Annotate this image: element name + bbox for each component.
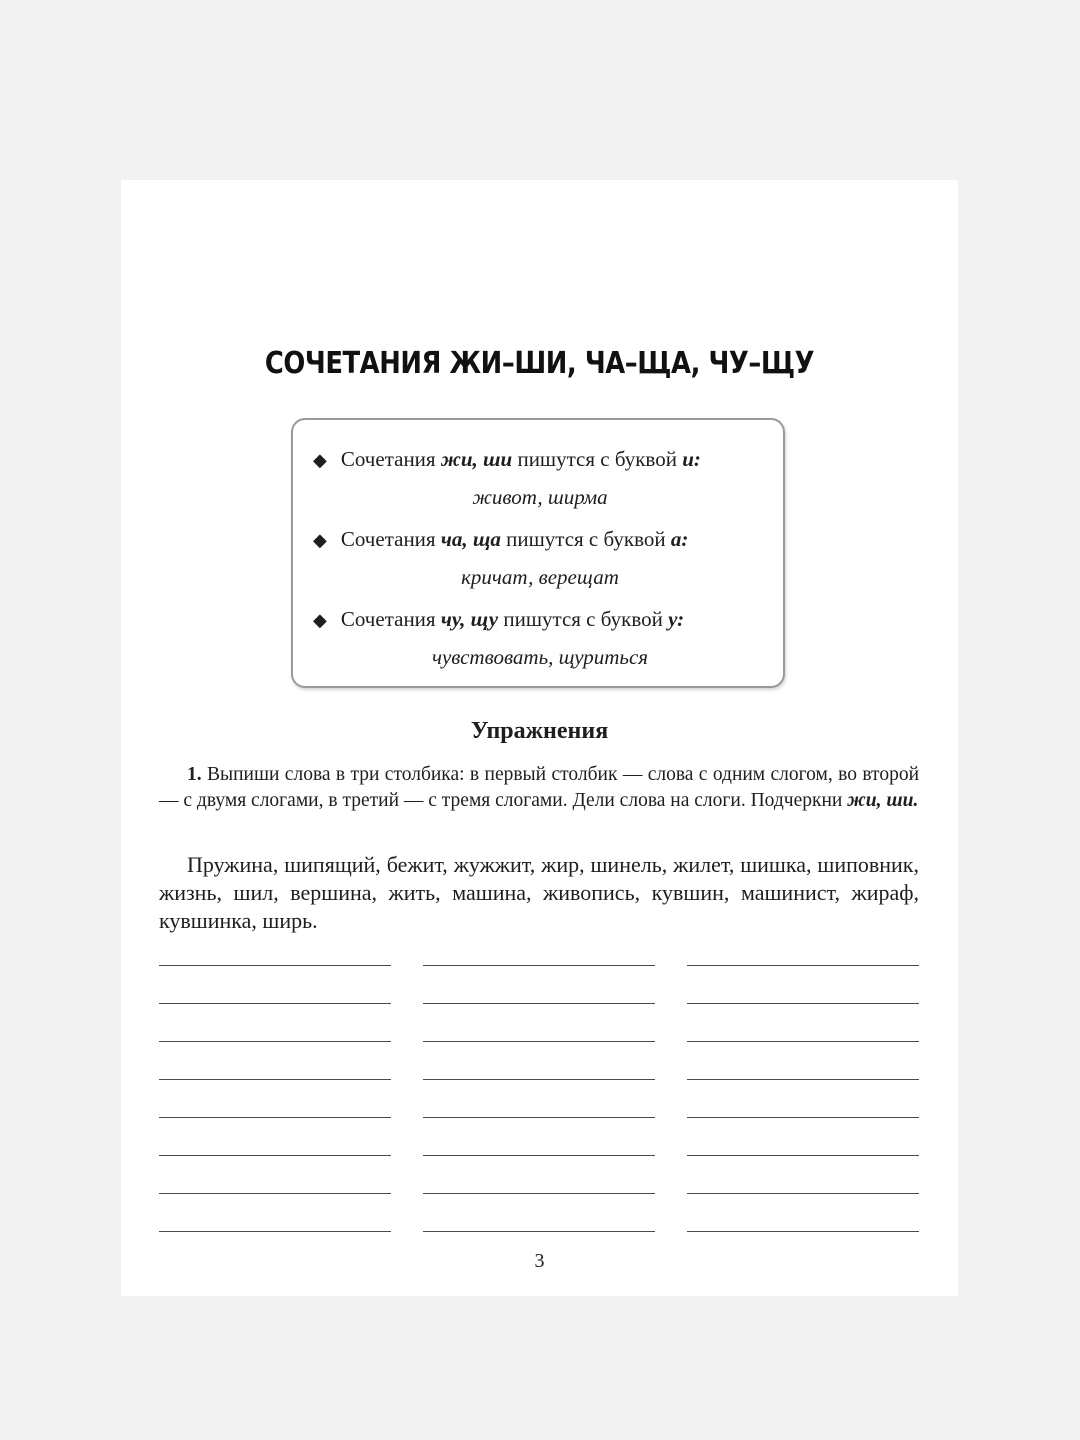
answer-line (687, 1079, 919, 1080)
rule-prefix: Сочетания (340, 447, 436, 471)
diamond-bullet-icon: ◆ (313, 610, 327, 631)
page-title: СОЧЕТАНИЯ ЖИ–ШИ, ЧА–ЩА, ЧУ–ЩУ (264, 346, 815, 381)
answer-line (423, 1193, 655, 1194)
exercise-number: 1. (187, 764, 202, 785)
answer-line (159, 1193, 391, 1194)
rule-vowel: и: (682, 447, 701, 471)
answer-line (687, 965, 919, 966)
answer-line (159, 1155, 391, 1156)
exercise-highlight: жи, ши. (847, 790, 919, 811)
answer-line (687, 1155, 919, 1156)
rule-vowel: а: (670, 527, 689, 551)
answer-line (423, 1155, 655, 1156)
answer-line (687, 1041, 919, 1042)
answer-line (159, 1117, 391, 1118)
exercise-instruction (159, 762, 919, 814)
answer-line (687, 1231, 919, 1232)
diamond-bullet-icon: ◆ (313, 530, 327, 551)
rule-example: чувствовать, щуриться (431, 645, 649, 669)
answer-line (687, 1193, 919, 1194)
rule-vowel: у: (668, 607, 685, 631)
exercise-word-list: Пружина, шипящий, бежит, жужжит, жир, шинель, жилет, шишка, шиповник, жизнь, шил, вершина, жить, машина, живопись, кувшин, машинист, жираф, кувшинка, ширь. (159, 852, 919, 933)
answer-line (687, 1003, 919, 1004)
answer-line (159, 1041, 391, 1042)
diamond-bullet-icon: ◆ (313, 450, 327, 471)
exercises-heading: Упражнения (470, 718, 609, 744)
rule-middle: пишутся с буквой (503, 607, 663, 631)
answer-line (423, 965, 655, 966)
answer-line (159, 1079, 391, 1080)
answer-line (423, 1003, 655, 1004)
answer-line (159, 965, 391, 966)
rule-letters: жи, ши (440, 447, 513, 471)
answer-line (687, 1117, 919, 1118)
rule-example: кричат, верещат (461, 565, 619, 589)
rule-middle: пишутся с буквой (517, 447, 677, 471)
rule-prefix: Сочетания (340, 527, 436, 551)
rule-letters: чу, щу (440, 607, 499, 631)
answer-line (423, 1117, 655, 1118)
rule-example: живот, ширма (472, 485, 608, 509)
answer-line (423, 1079, 655, 1080)
rule-letters: ча, ща (440, 527, 501, 551)
rule-line (313, 446, 701, 474)
answer-line (423, 1041, 655, 1042)
rules-box (291, 418, 785, 688)
answer-line (159, 1231, 391, 1232)
answer-line (423, 1231, 655, 1232)
rule-prefix: Сочетания (340, 607, 436, 631)
page-number: 3 (534, 1250, 545, 1272)
rule-line (313, 526, 688, 554)
exercise-text: Выпиши слова в три столбика: в первый столбик — слова с одним слогом, во второй — с двумя слогами, в третий — с тремя слогами. Дели слова на слоги. Подчеркни (159, 764, 920, 811)
answer-line (159, 1003, 391, 1004)
workbook-page (121, 180, 958, 1296)
rule-middle: пишутся с буквой (506, 527, 666, 551)
rule-line (313, 606, 684, 634)
